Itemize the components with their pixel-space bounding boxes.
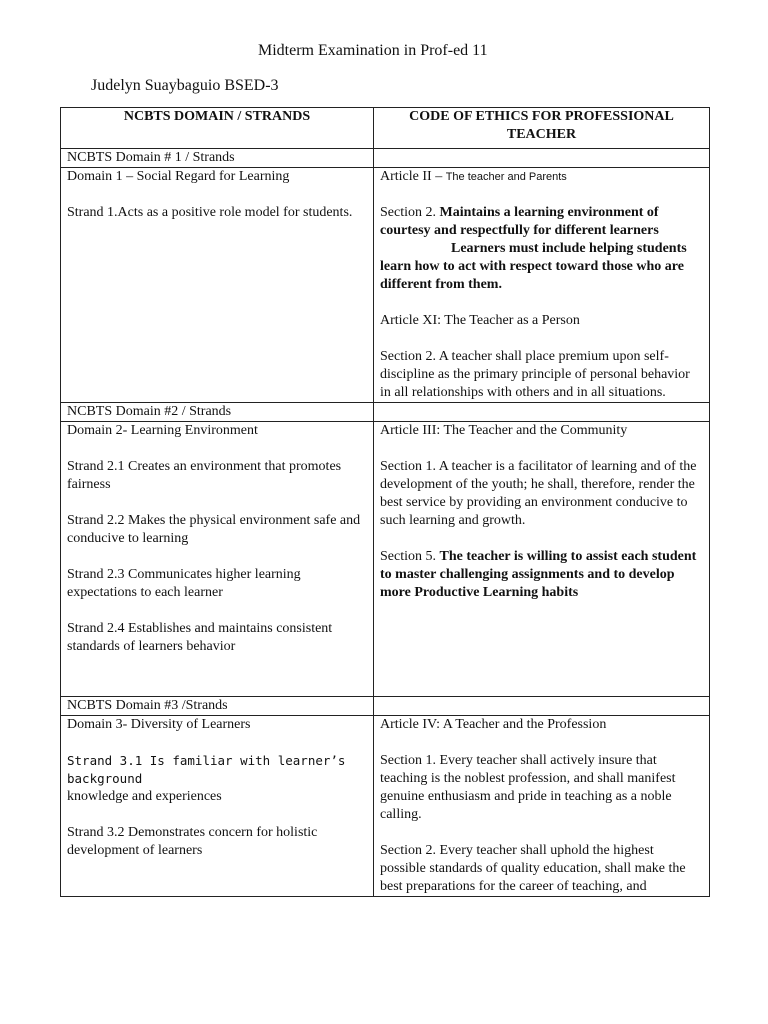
header-ncbts: NCBTS DOMAIN / STRANDS — [61, 108, 374, 149]
section-prefix: Section 2. — [380, 205, 436, 220]
section-bold-text: The teacher is willing to assist each student to master challenging assignments and to develop more Productive Learning habits — [380, 549, 697, 600]
domain-label: NCBTS Domain #2 / Strands — [61, 403, 374, 422]
table-row — [61, 168, 710, 403]
section-text-2: Section 2. A teacher shall place premium upon self-discipline as the primary principle of personal behavior in all relationships with others and in all situations. — [380, 349, 690, 400]
article-title-small: The teacher and Parents — [445, 171, 567, 183]
table-header-row — [61, 108, 710, 149]
section-text-2: Section 2. Every teacher shall uphold the highest possible standards of quality education, shall make the best preparations for the career of teaching, and — [380, 843, 686, 894]
table-row — [61, 697, 710, 716]
section-text: Section 1. A teacher is a facilitator of learning and of the development of the youth; he shall, therefore, render the best service by providing an environment conducive to such learning and growth. — [380, 459, 697, 528]
section-bold-text: Maintains a learning environment of courtesy and respectfully for different learners — [380, 205, 659, 238]
section-text-2 — [380, 548, 703, 602]
article-title — [380, 168, 703, 186]
table-row — [61, 716, 710, 897]
strand-text: Strand 2.1 Creates an environment that promotes fairness — [67, 459, 342, 492]
article-title-main: Article II – — [380, 169, 443, 184]
table-row — [61, 403, 710, 422]
section-prefix: Section 5. — [380, 549, 436, 564]
domain-cell — [61, 422, 374, 697]
domain-title: Domain 1 – Social Regard for Learning — [67, 169, 290, 184]
section-bold-continued — [380, 240, 703, 294]
domain-title: Domain 2- Learning Environment — [67, 423, 258, 438]
ethics-cell — [374, 168, 710, 403]
strand-text: Strand 1.Acts as a positive role model for students. — [67, 205, 353, 220]
table-row — [61, 149, 710, 168]
domain-cell — [61, 168, 374, 403]
comparison-table — [60, 107, 710, 897]
ethics-cell — [374, 422, 710, 697]
strand-text: Strand 2.4 Establishes and maintains consistent standards of learners behavior — [67, 621, 333, 654]
header-code-of-ethics: CODE OF ETHICS FOR PROFESSIONAL TEACHER — [374, 108, 710, 149]
ethics-cell — [374, 716, 710, 897]
domain-title: Domain 3- Diversity of Learners — [67, 717, 251, 732]
empty-cell — [374, 149, 710, 168]
table-row — [61, 422, 710, 697]
strand-text-handwritten: Strand 3.1 Is familiar with learner’s background — [67, 753, 346, 786]
author-line: Judelyn Suaybaguio BSED-3 — [91, 77, 279, 94]
article-title: Article III: The Teacher and the Community — [380, 423, 628, 438]
article-title: Article IV: A Teacher and the Profession — [380, 717, 607, 732]
strand-text: Strand 3.2 Demonstrates concern for holistic development of learners — [67, 825, 318, 858]
domain-label: NCBTS Domain # 1 / Strands — [61, 149, 374, 168]
strand-text: knowledge and experiences — [67, 789, 222, 804]
section-bold-text-2: Learners must include helping students learn how to act with respect toward those who are different from them. — [380, 241, 687, 292]
strand-text: Strand 2.3 Communicates higher learning expectations to each learner — [67, 567, 301, 600]
section-text — [380, 204, 703, 240]
empty-cell — [374, 697, 710, 716]
article-title-2: Article XI: The Teacher as a Person — [380, 313, 580, 328]
domain-label: NCBTS Domain #3 /Strands — [61, 697, 374, 716]
section-text: Section 1. Every teacher shall actively insure that teaching is the noblest profession, and shall manifest genuine enthusiasm and pride in teaching as a noble calling. — [380, 753, 676, 822]
domain-cell — [61, 716, 374, 897]
document-title: Midterm Examination in Prof-ed 11 — [258, 42, 488, 59]
strand-text: Strand 2.2 Makes the physical environment safe and conducive to learning — [67, 513, 361, 546]
empty-cell — [374, 403, 710, 422]
